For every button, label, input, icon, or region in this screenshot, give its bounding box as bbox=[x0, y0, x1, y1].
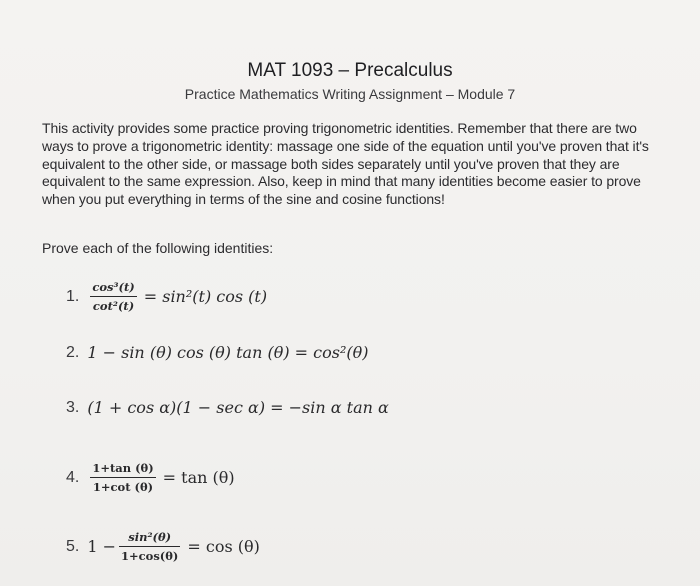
fraction-numerator: 1+tan (θ) bbox=[92, 461, 154, 475]
instructions-prompt: Prove each of the following identities: bbox=[42, 240, 274, 256]
identity-number: 1. bbox=[66, 287, 80, 305]
intro-paragraph: This activity provides some practice proving trigonometric identities. Remember that there are two ways to prove a trigonometric identity: massage one side of the equation until you've proven that it's equivalent to the other side, or massage both sides separately until you've proven that they are equivalent to the same expression. Also, keep in mind that many identities become easier to prove when you put everything in terms of the sine and cosine functions! bbox=[42, 120, 649, 208]
identity-item-5 bbox=[66, 530, 260, 563]
identity-expression bbox=[87, 280, 267, 313]
fraction bbox=[90, 461, 155, 494]
identity-item-3 bbox=[66, 398, 389, 417]
fraction-denominator: 1+cos(θ) bbox=[121, 549, 179, 563]
identity-rhs: = tan (θ) bbox=[162, 468, 235, 487]
identity-lhs: 1 − bbox=[87, 537, 117, 556]
fraction-denominator: cot²(t) bbox=[92, 299, 135, 313]
identity-rhs: = cos (θ) bbox=[187, 537, 260, 556]
identity-number: 5. bbox=[66, 537, 80, 555]
fraction-bar bbox=[90, 296, 136, 297]
identity-item-2 bbox=[66, 343, 369, 362]
identity-expression bbox=[87, 530, 260, 563]
identity-expression bbox=[87, 461, 234, 494]
identity-number: 4. bbox=[66, 468, 80, 486]
fraction bbox=[119, 530, 180, 563]
identity-item-4 bbox=[66, 461, 235, 494]
fraction-numerator: cos³(t) bbox=[92, 280, 135, 294]
identity-rhs: = sin²(t) cos (t) bbox=[143, 287, 268, 306]
identity-number: 2. bbox=[66, 343, 80, 361]
identity-expression: 1 − sin (θ) cos (θ) tan (θ) = cos²(θ) bbox=[87, 343, 369, 362]
fraction-bar bbox=[119, 546, 180, 547]
fraction bbox=[90, 280, 136, 313]
identity-item-1 bbox=[66, 280, 267, 313]
identity-number: 3. bbox=[66, 398, 80, 416]
page-subtitle: Practice Mathematics Writing Assignment – Module 7 bbox=[184, 86, 516, 102]
fraction-numerator: sin²(θ) bbox=[128, 530, 172, 544]
page-title: MAT 1093 – Precalculus bbox=[247, 60, 453, 81]
fraction-denominator: 1+cot (θ) bbox=[92, 480, 154, 494]
identity-expression: (1 + cos α)(1 − sec α) = −sin α tan α bbox=[87, 398, 389, 417]
fraction-bar bbox=[90, 477, 155, 478]
